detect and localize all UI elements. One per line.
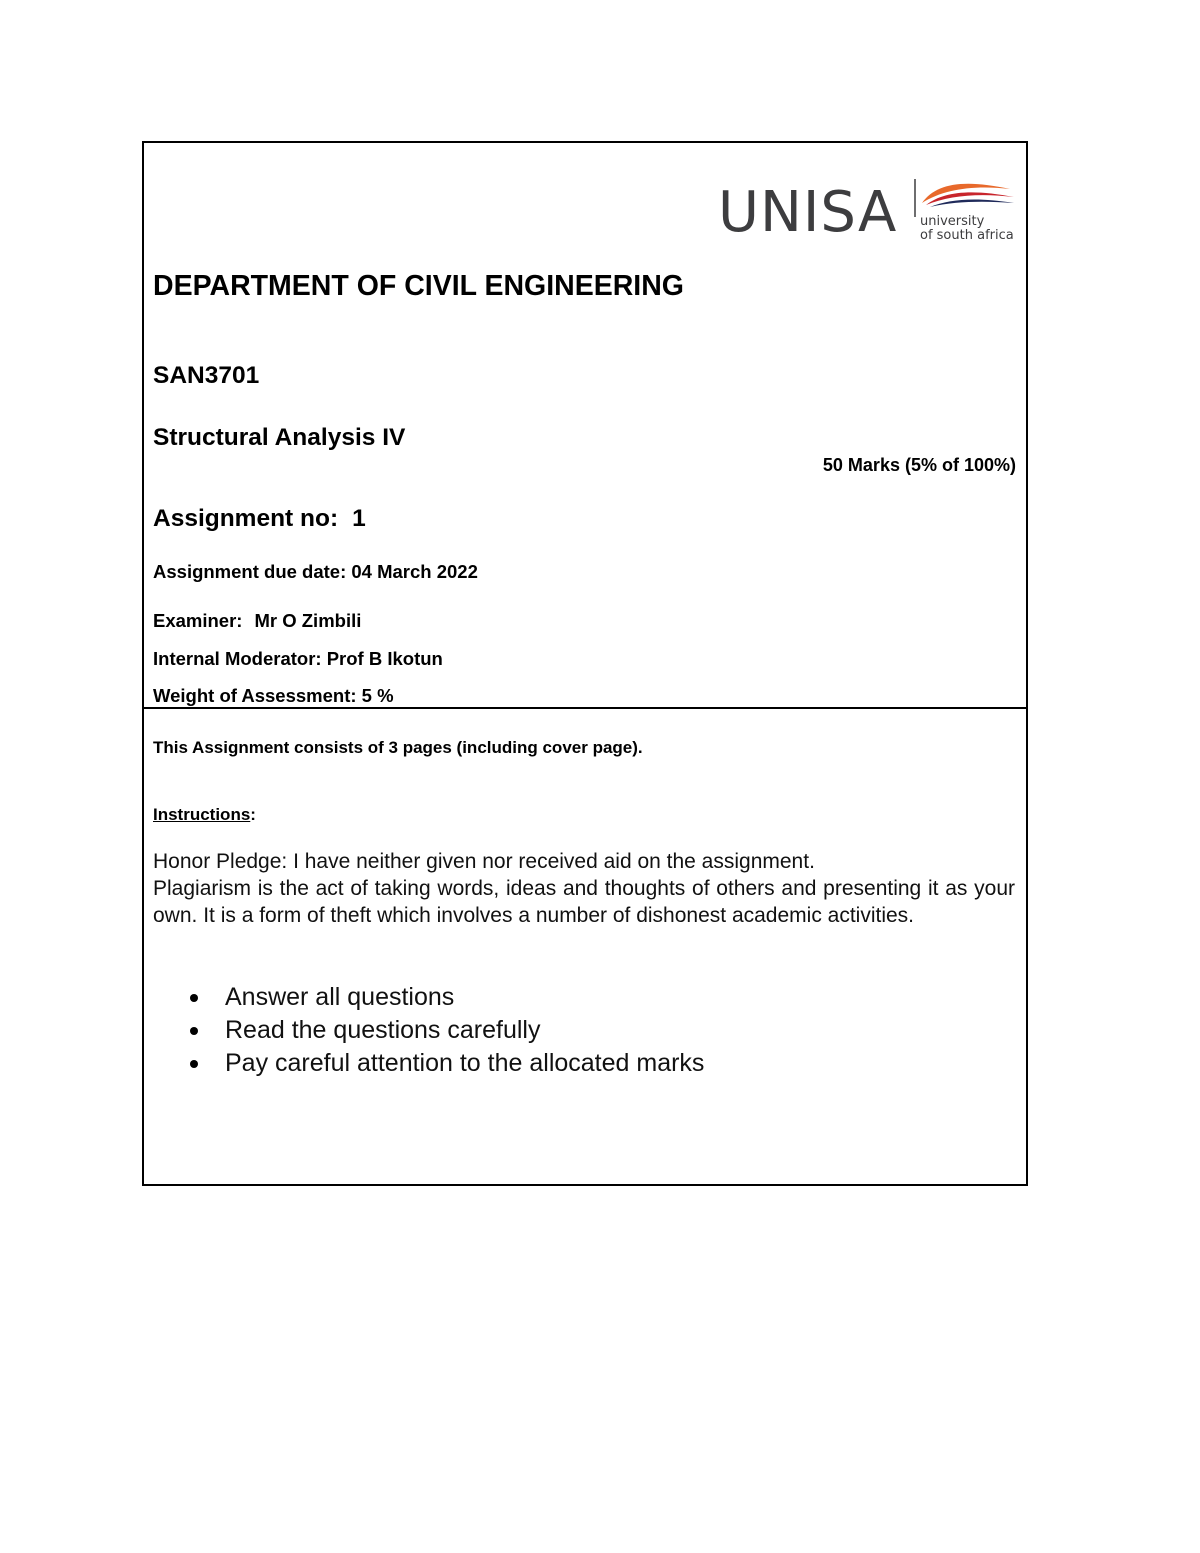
section-divider — [144, 707, 1026, 709]
logo-tagline-line2: of south africa — [920, 228, 1014, 243]
instructions-colon: : — [250, 805, 256, 824]
due-date: Assignment due date: 04 March 2022 — [153, 561, 478, 582]
logo-wordmark: UNISA — [718, 180, 898, 245]
assignment-number: 1 — [352, 505, 366, 532]
bullet-icon — [190, 994, 198, 1002]
instructions-label: Instructions — [153, 805, 251, 824]
bullet-text: Pay careful attention to the allocated marks — [225, 1049, 705, 1077]
module-name: Structural Analysis IV — [153, 424, 406, 451]
examiner-line — [153, 610, 361, 632]
internal-moderator: Internal Moderator: Prof B Ikotun — [153, 648, 443, 669]
logo-divider-and-swoosh-icon — [914, 177, 1018, 217]
page-count-note: This Assignment consists of 3 pages (including cover page). — [153, 738, 643, 757]
plagiarism-statement: Plagiarism is the act of taking words, ideas and thoughts of others and presenting it as your own. It is a form of theft which involves a number of dishonest academic activities. — [153, 877, 1015, 927]
unisa-logo — [718, 171, 1018, 247]
list-item — [188, 1047, 704, 1080]
bullet-text: Read the questions carefully — [225, 1016, 541, 1044]
assessment-weight: Weight of Assessment: 5 % — [153, 685, 394, 706]
module-code: SAN3701 — [153, 362, 260, 389]
list-item — [188, 981, 704, 1014]
assignment-number-heading — [153, 505, 366, 533]
assignment-label: Assignment no: — [153, 505, 339, 532]
department-title: DEPARTMENT OF CIVIL ENGINEERING — [153, 270, 684, 302]
logo-tagline-line1: university — [920, 214, 985, 229]
logo-tagline — [920, 215, 1014, 243]
examiner-name: Mr O Zimbili — [254, 610, 362, 631]
honor-pledge: Honor Pledge: I have neither given nor received aid on the assignment. — [153, 850, 815, 873]
bullet-text: Answer all questions — [225, 983, 455, 1011]
cover-page-frame — [142, 141, 1028, 1186]
examiner-label: Examiner: — [153, 610, 243, 631]
marks-total: 50 Marks (5% of 100%) — [822, 455, 1016, 475]
bullet-icon — [190, 1027, 198, 1035]
honor-pledge-block — [153, 848, 1015, 929]
instruction-bullet-list — [188, 981, 704, 1080]
list-item — [188, 1014, 704, 1047]
bullet-icon — [190, 1060, 198, 1068]
instructions-heading — [153, 805, 256, 825]
